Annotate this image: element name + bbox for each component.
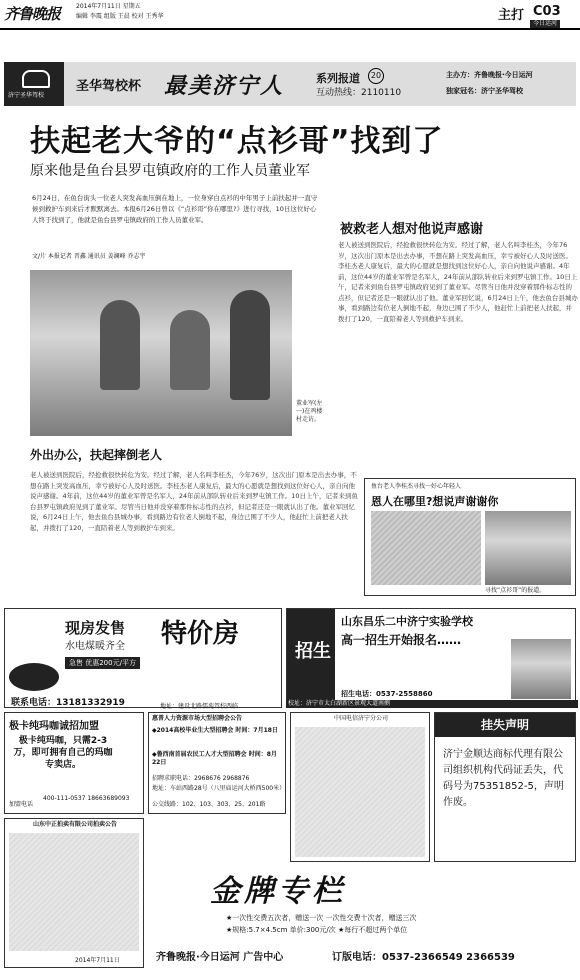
job-fair-item-1: ◆2014高校毕业生大型招聘会 时间：7月18日 [152,727,278,734]
page-number: C03 [533,4,561,19]
school-ad-side [287,609,335,707]
franchise-ad-label: 加盟电话 [9,801,34,808]
job-fair-address: 地址：车站西路28号（八里庙运河大桥西500米） [152,785,286,792]
person-silhouette [100,300,140,390]
school-logo-block [4,62,64,106]
footer-phone: 订版电话：0537-2366549 2366539 [332,952,515,963]
person-silhouette [230,290,270,400]
job-fair-title: 惠普人力资源市场大型招聘会公告 [152,715,243,722]
school-ad-phone: 招生电话：0537-2558860 [341,690,433,698]
person-silhouette [170,310,210,390]
banner-campaign: 最美济宁人 [164,73,285,99]
school-ad-head: 高一招生开始报名…… [341,633,462,647]
school-ad [286,608,576,708]
masthead [0,0,580,30]
car-icon [22,70,50,88]
edition-label: 今日运河 [530,20,560,28]
telecom-notice-text [295,727,425,857]
loss-notice-title: 挂失声明 [435,713,575,737]
house-ad-offer: 急售 优惠200元/平方 [65,657,140,669]
auction-notice [4,818,144,968]
school-logo-text: 济宁圣华驾校 [8,92,45,99]
house-ad-big: 特价房 [161,619,240,649]
article-body-lower: 老人被送到医院后，经抢救很快转危为安。经过了解，老人名叫李桂杰，今年76岁，这次出门原本是出去办事，不想在路上突发高血压，幸亏被好心人及时送医。李桂杰老人康复后，最大的心愿就是想找到这位好心人，亲自向他说声感谢。4年前，这位44岁的董业军曾是名军人，24年前从部队转业后来到罗屯镇工作。10日上午，记者来到鱼台县罗屯镇政府见到了董业军。尽管当日他并没穿着那件标志性的点衫，但记者还是一眼就认出了他。董业军回忆说，6月24日上午，他去鱼台县城办事，看到路边有位老人倒地不起，身边已围了不少人，他赶忙上前把老人扶起，并拨打了120，一直陪着老人等到救护车到来。 [30,471,358,532]
house-ad-address: 地址：建设北路儒苑驾校西临 [160,703,239,710]
students-photo [511,639,571,699]
school-ad-side-text: 招生 [295,641,331,662]
banner-hotline: 互动热线：2110110 [316,88,402,98]
franchise-ad-phone: 400-111-0537 18663689093 [43,795,130,802]
house-ad-badge [9,663,59,691]
franchise-ad-title: 极卡纯玛咖诚招加盟 [9,721,99,732]
series-banner [4,62,576,106]
house-ad [4,608,282,708]
inset-clipping [371,511,481,585]
school-ad-name: 山东昌乐二中济宁实验学校 [341,615,473,628]
section-label: 主打 [498,8,525,23]
banner-organizer: 主办方：齐鲁晚报·今日运河 [446,71,533,79]
telecom-notice-head: 中国电信济宁分公司 [333,715,388,722]
footer-brand: 齐鲁晚报·今日运河 广告中心 [156,952,284,963]
article-lead: 6月24日，在鱼台街头一位老人突发高血压倒在地上，一位身穿白点衫的中年男子上前扶起并一直守候到救护车到来后才默默离去。本报6月26日曾以《“点衫哥”你在哪里?》进行寻找，10日这位好心人终于找到了，他就是鱼台县罗屯镇政府的工作人员董业军。 [32,194,318,224]
article-body-col: 老人被送到医院后，经抢救很快转危为安。经过了解，老人名叫李桂杰，今年76岁，这次出门原本是出去办事，不想在路上突发高血压，幸亏被好心人及时送医。李桂杰老人康复后，最大的心愿就是想找到这位好心人，亲自向他说声感谢。4年前，这位44岁的董业军曾是名军人，24年前从部队转业后来到罗屯镇工作。10日上午，记者来到鱼台县罗屯镇政府见到了董业军。尽管当日他并没穿着那件标志性的点衫，但记者还是一眼就认出了他。董业军回忆说，6月24日上午，他去鱼台县城办事，看到路边有位老人倒地不起，身边已围了不少人，他赶忙上前把老人扶起，并拨打了120，一直陪着老人等到救护车到来。 [338,241,578,323]
inset-head: 鱼台老人李桂杰寻找一好心年轻人 [371,483,462,490]
job-fair-phone: 招聘求职电话：2968676 2968876 [152,775,250,782]
article-headline: 扶起老大爷的“点衫哥”找到了 [30,124,444,159]
banner-series: 系列报道 [316,72,360,85]
telecom-notice [290,712,430,862]
inset-box [364,478,576,596]
banner-sponsor: 圣华驾校杯 [76,79,142,94]
masthead-date: 2014年7月11日 星期五 [76,3,141,10]
auction-notice-title: 山东中正拍卖有限公司拍卖公告 [32,821,117,828]
gold-column-title: 金牌专栏 [210,874,346,909]
section-headline: 外出办公，扶起摔倒老人 [30,448,163,462]
house-ad-phone: 联系电话：13181332919 [11,698,125,708]
banner-issue: 20 [368,68,384,84]
school-ad-address: 校址：济宁市太白湖新区景观大道南侧 [286,700,578,708]
photo-caption: 董业军(左一)在鸡楼村走访。 [296,400,323,423]
loss-notice-body: 济宁金顺达商标代理有限公司组织机构代码证丢失，代码号为75351852-5，声明作废。 [443,749,564,808]
auction-notice-text [9,833,139,951]
article-subhead: 原来他是鱼台县罗屯镇政府的工作人员董业军 [30,163,310,179]
inset-photo [485,511,571,585]
article-byline: 文/片 本报记者 晋鑫 通讯员 姜澜峰 乔志宇 [32,253,146,260]
inset-caption: 寻找“点衫哥”的报道。 [485,587,546,594]
gold-column-rule-1: ★一次性交费五次者，赠送一次 一次性交费十次者，赠送三次 [226,914,417,922]
side-headline: 被救老人想对他说声感谢 [340,222,484,237]
masthead-editors: 编辑 李震 组版 王晨 校对 王秀华 [76,13,164,20]
inset-title: 恩人在哪里?想说声谢谢你 [371,495,499,508]
franchise-ad [4,712,144,814]
job-fair-bus: 公交线路：102、103、303、25、201路 [152,801,266,808]
job-fair-item-2: ◆鲁西南首届农民工人才大型招聘会 时间：8月22日 [152,751,277,766]
gold-column-rule-2: ★规格:5.7×4.5cm 单价:300元/次 ★每行不超过两个单位 [226,926,408,934]
house-ad-title: 现房发售 [65,619,126,637]
franchise-ad-body: 极卡纯玛咖，只需2-3万，即可拥有自己的玛咖专卖店。 [13,736,113,770]
auction-notice-date: 2014年7月11日 [75,957,120,964]
job-fair-ad [148,712,286,814]
loss-notice [434,712,576,862]
house-ad-sub: 水电煤暖齐全 [65,641,125,652]
banner-title-sponsor: 独家冠名：济宁圣华驾校 [446,87,523,95]
masthead-logo: 齐鲁晚报 [4,5,61,23]
main-photo [30,270,292,436]
